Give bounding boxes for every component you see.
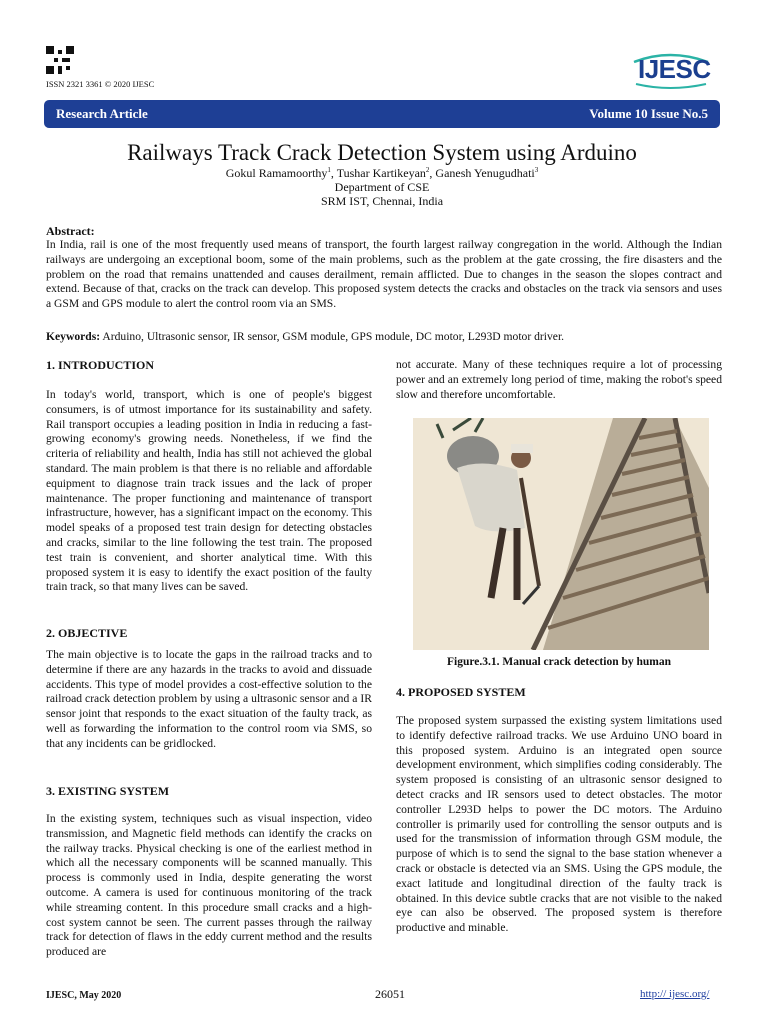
author-list: Gokul Ramamoorthy$^1$, Tushar Kartikeyan$^2$, Ganesh Yenugudhati$^3$ xyxy=(225,166,539,180)
intro-heading: 1. INTRODUCTION xyxy=(46,358,155,372)
proposed-text: The proposed system surpassed the existing system limitations used to identify defective railroad tracks. We use Arduino UNO board in this proposed system. Arduino is an integrated open source development environment, which simplifies coding considerably. The system proposed is consisting of an ultrasonic sensor designed to detect cracks and IR sensors used to detect obstacles. The motor controller L293D helps to power the DC motors. The Arduino controller is primarily used for controlling the sensor outputs and is used for the transmission of information through GSM module, the purpose of which is to send the signal to the base station whenever a crack or obstacle is detected via an SMS. Using the GPS module, the exact latitude and longitudinal direction of the faulty track is obtained. In this device subtle cracks that are not visible to the naked eye can also be observed. The proposed system is therefore productive and minable. xyxy=(396,714,722,935)
affiliation: SRM IST, Chennai, India xyxy=(320,194,444,208)
abstract-heading: Abstract: xyxy=(46,224,95,238)
paper-title: Railways Track Crack Detection System using Arduino xyxy=(127,140,637,165)
proposed-heading: 4. PROPOSED SYSTEM xyxy=(396,685,526,699)
logo-text: IJESC xyxy=(638,54,711,84)
author-name: Ganesh Yenugudhati xyxy=(435,166,535,180)
keywords xyxy=(46,330,722,345)
volume-issue: Volume 10 Issue No.5 xyxy=(589,106,708,121)
qr-code-icon xyxy=(46,46,74,74)
page-number: 26051 xyxy=(375,987,405,1001)
journal-logo xyxy=(630,50,712,90)
existing-text: In the existing system, techniques such as visual inspection, video transmission, and Magnetic field methods can identify the cracks on the railway tracks. Physical checking is one of the earliest method in which all the necessary components will be scanned manually. This process is commonly used in India, despite generating the worst outcome. A camera is used for continuous monitoring of the track while streaming content. In this procedure small cracks and a high-cost system cannot be seen. The current passes through the railway track for detection of flaws in the eddy current method and the results produced are xyxy=(46,812,372,959)
department: Department of CSE xyxy=(334,180,430,194)
existing-heading: 3. EXISTING SYSTEM xyxy=(46,784,170,798)
author-name: Gokul Ramamoorthy xyxy=(225,166,328,180)
intro-text: In today's world, transport, which is one of people's biggest consumers, is of utmost importance for its sustainability and safety. Rail transport occupies a leading position in India in reducing a fast-growing economy's growing needs. Nonetheless, if we find the criteria of reliability and health, India has still not achieved the global standard. The main problem is that there is no reliable and affordable equipment to diagnose train track issues and the lack of proper maintenance. The proper functioning and maintenance of transport infrastructure, however, has a significant impact on the economy. This model speaks of a proposed test train design for detecting obstacles and cracks, similar to the line following the test train. The proposed test train is convenient, and shorter analytical time. With this proposed system it is easy to identify the exact position of the faulty train track, so that many lives can be saved. xyxy=(46,388,372,594)
author-name: Tushar Kartikeyan xyxy=(336,166,426,180)
manual-crack-detection-figure xyxy=(413,418,709,650)
keywords-text: Arduino, Ultrasonic sensor, IR sensor, GSM module, GPS module, DC motor, L293D motor driver. xyxy=(102,330,565,343)
existing-text-continued: not accurate. Many of these techniques require a lot of processing power and an extremely long period of time, making the robot's speed slow and therefore uncomfortable. xyxy=(396,358,722,401)
article-type: Research Article xyxy=(56,106,148,121)
abstract-text: In India, rail is one of the most frequently used means of transport, the fourth largest railway congregation in the world. Although the Indian railways are undergoing an exceptional boom, some of the main problems, such as the problem at the gate crossing, the fire disasters and the problem on the road that remains unattended and causes derailment, remain afflicted. Due to changes in the season the slopes contract and extend. Because of that, cracks on the track can develop. This proposed system detects the cracks and obstacles on the track via sensors and uses a GSM and GPS module to alert the control room via an SMS. xyxy=(46,238,722,311)
issn-line: ISSN 2321 3361 © 2020 IJESC xyxy=(46,79,155,89)
objective-text: The main objective is to locate the gaps in the railroad tracks and to determine if there are any hazards in the tracks to avoid and dissuade accidents. This type of model provides a cost-effective solution to the railroad crack detection problem by using a ultrasonic sensor and a IR sensor joint that responds to the exact situation of the faulty track, as well as forwarding the information to the control room via SMS, so that any incidents can be gridlocked. xyxy=(46,648,372,750)
keywords-label: Keywords: xyxy=(46,330,101,343)
footer-journal-date: IJESC, May 2020 xyxy=(46,990,122,1001)
figure-caption: Figure.3.1. Manual crack detection by human xyxy=(446,656,672,668)
objective-heading: 2. OBJECTIVE xyxy=(46,626,128,640)
article-banner xyxy=(44,100,720,128)
journal-website-link[interactable]: http:// ijesc.org/ xyxy=(640,988,710,1000)
